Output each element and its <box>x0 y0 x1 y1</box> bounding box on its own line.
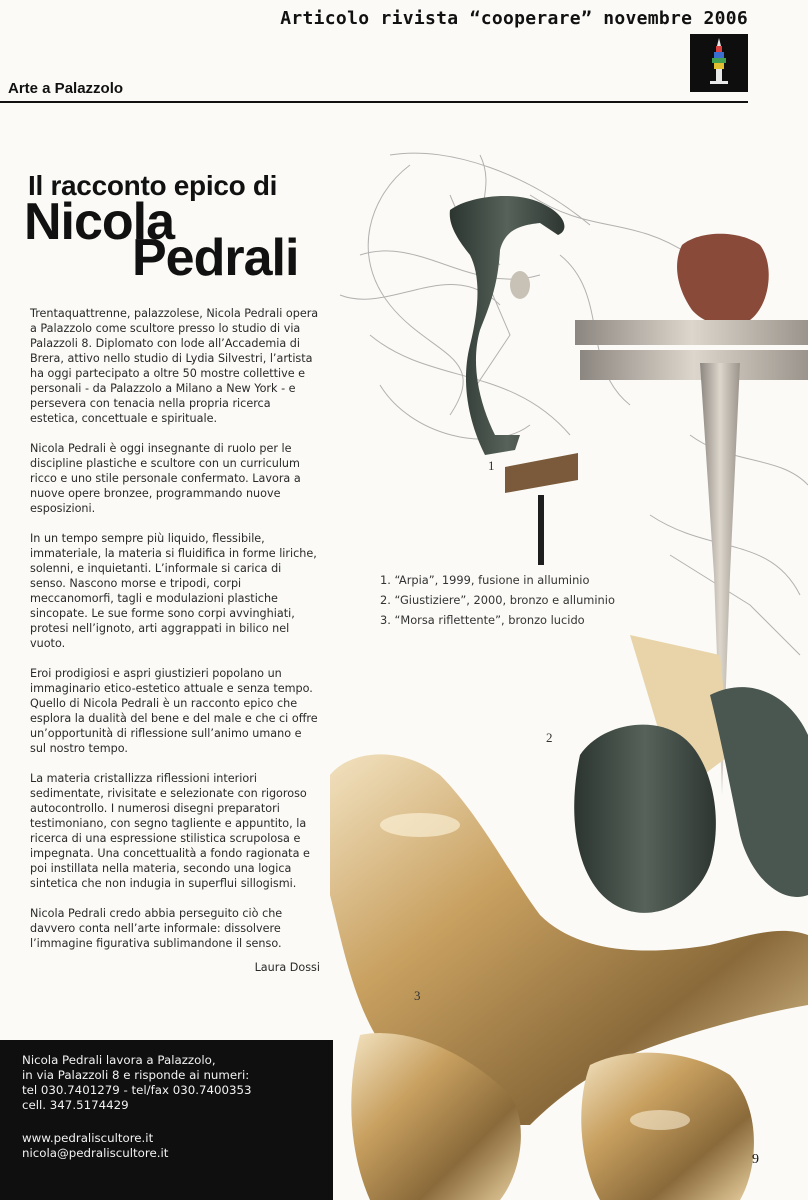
page-number: 9 <box>752 1152 759 1167</box>
caption-2: 2. “Giustiziere”, 2000, bronzo e alluminio <box>380 593 615 607</box>
paragraph-1: Trentaquattrenne, palazzolese, Nicola Pedrali opera a Palazzolo come scultore presso lo studio di via Palazzoli 8. Diplomato con lode all’Accademia di Brera, attivo nello studio di Lydia Silvestri, l’artista ha oggi partecipato a oltre 50 mostre collettive e personali - da Palazzolo a Milano a New York - e persevera con tenacia nella propria ricerca estetica, concettuale e spirituale. <box>30 307 319 425</box>
header-rule <box>0 101 748 103</box>
info-line-3: tel 030.7401279 - tel/fax 030.7400353 <box>22 1083 252 1097</box>
info-line-2: in via Palazzoli 8 e risponde ai numeri: <box>22 1068 250 1082</box>
contact-info-box <box>0 1040 333 1200</box>
figure-number-3: 3 <box>414 988 421 1003</box>
article-body <box>30 306 320 990</box>
magazine-logo <box>690 34 748 92</box>
sculpture-morsa-riflettente <box>330 754 808 1200</box>
paragraph-6: Nicola Pedrali credo abbia perseguito ciò che davvero conta nell’arte informale: dissolvere l’immagine figurativa sublimandone il senso. <box>30 907 283 950</box>
website-link[interactable]: www.pedraliscultore.it <box>22 1131 154 1145</box>
magazine-title: Articolo rivista “cooperare” novembre 2006 <box>280 8 748 29</box>
paragraph-5: La materia cristallizza riflessioni interiori sedimentate, rivisitate e selezionate con rigoroso autocontrollo. I numerosi disegni preparatori testimoniano, con segno tagliente e appuntito, la ricerca di una espressione stilistica scrupolosa e impegnata. Una concettualità a fondo ragionata e poi instillata nella materia, secondo una logica sintetica che non indugia in superflui sillogismi. <box>30 772 310 890</box>
article-title-line3: Pedrali <box>132 229 299 287</box>
article-title-line1: Il racconto epico di <box>28 170 278 201</box>
paragraph-2: Nicola Pedrali è oggi insegnante di ruolo per le discipline plastiche e scultore con un curriculum ricco e uno stile personale confermato. Lavora a nuove opere bronzee, programmando nuove esposizioni. <box>30 442 301 515</box>
paragraph-4: Eroi prodigiosi e aspri giustizieri popolano un immaginario etico-estetico attuale e senza tempo. Quello di Nicola Pedrali è un racconto epico che esplora la dualità del bene e del male e che ci offre un’opportunità di riflessione sull’animo umano e sul nostro tempo. <box>30 667 318 755</box>
paragraph-3: In un tempo sempre più liquido, flessibile, immateriale, la materia si fluidifica in forme liriche, solenni, e inquietanti. L’informale si carica di senso. Nascono morse e tripodi, corpi meccanomorfi, tagli e modulazioni plastiche sincopate. Le sue forme sono corpi avvinghiati, protesi nell’ignoto, arti aggrappati in bilico nel vuoto. <box>30 532 317 650</box>
sculpture-arpia <box>450 196 578 565</box>
captions <box>380 570 615 630</box>
info-line-4: cell. 347.5174429 <box>22 1098 129 1112</box>
article-title-line2: Nicola <box>24 193 175 251</box>
email-link[interactable]: nicola@pedraliscultore.it <box>22 1146 169 1160</box>
section-label: Arte a Palazzolo <box>8 80 124 97</box>
author-name: Laura Dossi <box>254 961 320 974</box>
caption-1: 1. “Arpia”, 1999, fusione in alluminio <box>380 573 590 587</box>
sculpture-photos <box>330 135 808 1200</box>
caption-3: 3. “Morsa riflettente”, bronzo lucido <box>380 613 585 627</box>
figure-number-2: 2 <box>546 730 553 745</box>
figure-number-1: 1 <box>488 458 495 473</box>
info-line-1: Nicola Pedrali lavora a Palazzolo, <box>22 1053 216 1067</box>
